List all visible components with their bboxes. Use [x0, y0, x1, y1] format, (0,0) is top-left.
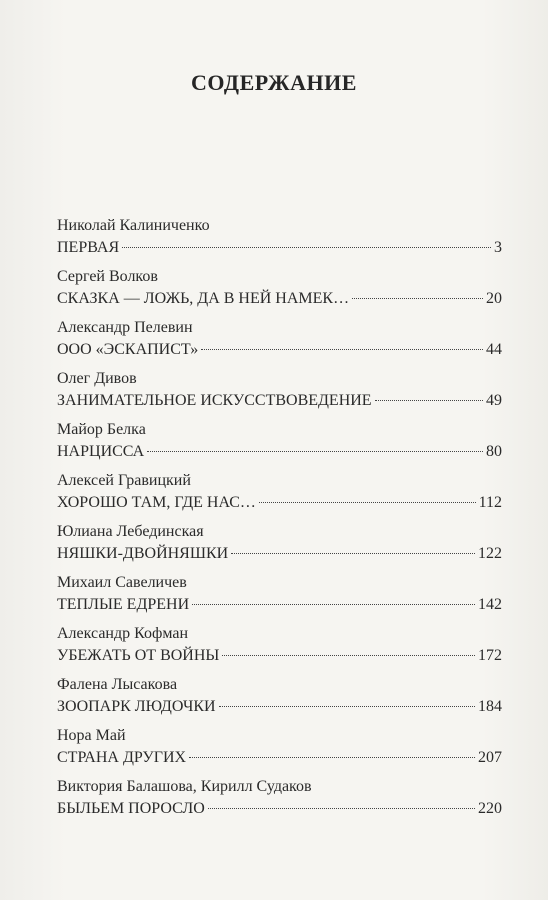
entry-page-number: 112 [478, 494, 502, 511]
entry-author: Александр Кофман [57, 625, 189, 642]
toc-entry [57, 317, 502, 368]
entry-page-number: 20 [486, 290, 502, 307]
entry-title: НЯШКИ-ДВОЙНЯШКИ [57, 545, 229, 562]
entry-title: ТЕПЛЫЕ ЕДРЕНИ [57, 596, 190, 613]
entry-page-number: 44 [486, 341, 502, 358]
entry-line [57, 492, 502, 514]
dot-leader [219, 706, 475, 707]
entry-line [57, 339, 502, 361]
entry-title: СКАЗКА — ЛОЖЬ, ДА В НЕЙ НАМЕК… [57, 290, 350, 307]
dot-leader [375, 400, 483, 401]
entry-line [57, 645, 502, 667]
entry-title: ПЕРВАЯ [57, 239, 120, 256]
entry-line [57, 288, 502, 310]
entry-line [57, 237, 502, 259]
entry-line [57, 696, 502, 718]
toc-entry [57, 572, 502, 623]
entry-page-number: 184 [478, 698, 502, 715]
toc-entry [57, 419, 502, 470]
entry-author: Юлиана Лебединская [57, 523, 204, 540]
entry-line [57, 390, 502, 412]
entry-author: Виктория Балашова, Кирилл Судаков [57, 778, 312, 795]
entry-line [57, 594, 502, 616]
entry-author: Нора Май [57, 727, 126, 744]
entry-title: ЗАНИМАТЕЛЬНОЕ ИСКУССТВОВЕДЕНИЕ [57, 392, 372, 409]
entry-author: Александр Пелевин [57, 319, 193, 336]
toc-entry [57, 266, 502, 317]
entry-author: Сергей Волков [57, 268, 158, 285]
toc-entry [57, 776, 502, 827]
entry-page-number: 122 [478, 545, 502, 562]
toc-entry [57, 368, 502, 419]
dot-leader [208, 808, 475, 809]
dot-leader [189, 757, 475, 758]
entry-author: Михаил Савеличев [57, 574, 187, 591]
page-title: СОДЕРЖАНИЕ [191, 70, 357, 95]
dot-leader [192, 604, 475, 605]
entry-title: ООО «ЭСКАПИСТ» [57, 341, 199, 358]
entry-line [57, 747, 502, 769]
entry-title: СТРАНА ДРУГИХ [57, 749, 187, 766]
entry-title: БЫЛЬЕМ ПОРОСЛО [57, 800, 205, 817]
entry-author: Николай Калиниченко [57, 217, 210, 234]
entry-author: Олег Дивов [57, 370, 137, 387]
dot-leader [352, 298, 483, 299]
entry-line [57, 543, 502, 565]
entry-line [57, 798, 502, 820]
entry-page-number: 142 [478, 596, 502, 613]
entry-author: Алексей Гравицкий [57, 472, 191, 489]
toc-entry [57, 623, 502, 674]
entry-author: Майор Белка [57, 421, 146, 438]
entry-title: НАРЦИССА [57, 443, 145, 460]
dot-leader [259, 502, 476, 503]
entry-line [57, 441, 502, 463]
toc-entry [57, 674, 502, 725]
dot-leader [147, 451, 483, 452]
entry-title: УБЕЖАТЬ ОТ ВОЙНЫ [57, 647, 220, 664]
entry-title: ХОРОШО ТАМ, ГДЕ НАС… [57, 494, 256, 511]
entry-page-number: 49 [486, 392, 502, 409]
dot-leader [222, 655, 475, 656]
toc-entry [57, 725, 502, 776]
dot-leader [231, 553, 475, 554]
toc-entry [57, 521, 502, 572]
dot-leader [201, 349, 483, 350]
entry-page-number: 207 [478, 749, 502, 766]
entry-page-number: 3 [494, 239, 502, 256]
toc-entry [57, 215, 502, 266]
entry-page-number: 220 [478, 800, 502, 817]
table-of-contents [57, 215, 502, 827]
dot-leader [122, 247, 491, 248]
entry-author: Фалена Лысакова [57, 676, 178, 693]
entry-page-number: 172 [478, 647, 502, 664]
entry-title: ЗООПАРК ЛЮДОЧКИ [57, 698, 216, 715]
entry-page-number: 80 [486, 443, 502, 460]
toc-entry [57, 470, 502, 521]
